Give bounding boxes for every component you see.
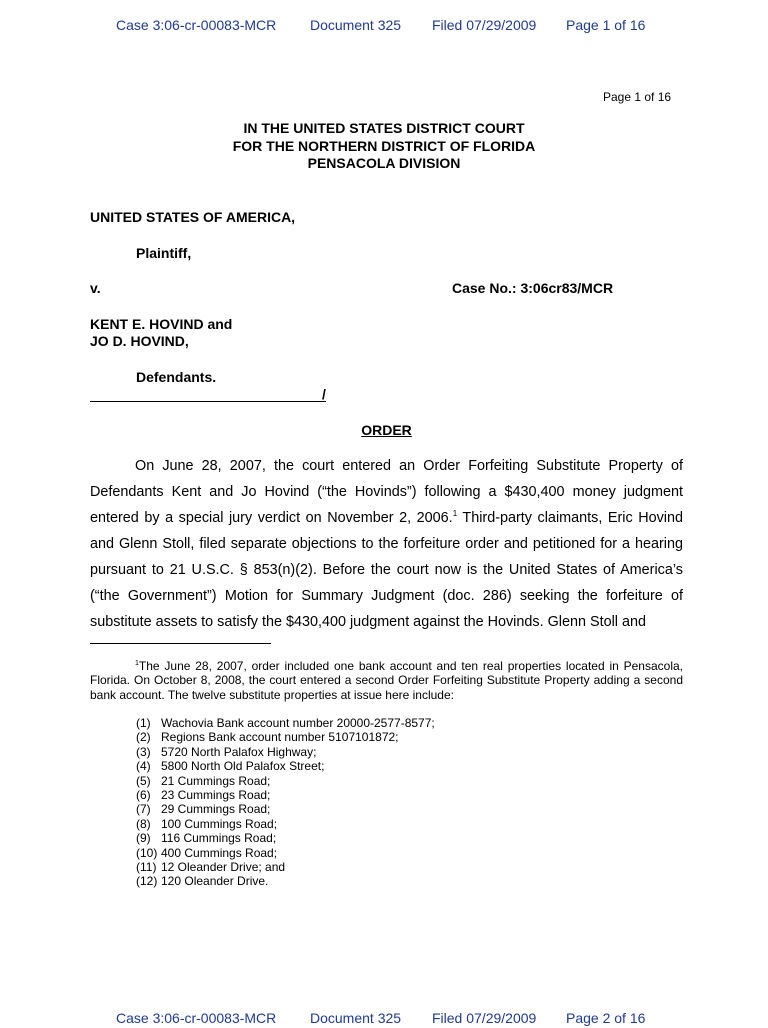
order-body-paragraph xyxy=(90,453,683,635)
list-item-number: (7) xyxy=(136,802,151,817)
plaintiff-role: Plaintiff, xyxy=(136,245,192,261)
list-item-text: 5800 North Old Palafox Street; xyxy=(161,759,325,774)
list-item-number: (10) xyxy=(136,845,158,860)
substitute-property-list xyxy=(136,716,435,889)
list-item xyxy=(136,774,435,788)
list-item xyxy=(136,860,435,874)
list-item xyxy=(136,874,435,888)
list-item-number: (9) xyxy=(136,831,151,846)
list-item xyxy=(136,759,435,773)
list-item-text: 5720 North Palafox Highway; xyxy=(161,744,317,759)
list-item-text: 23 Cummings Road; xyxy=(161,788,271,803)
footnote-paragraph xyxy=(90,659,683,702)
list-item-number: (8) xyxy=(136,816,151,831)
list-item xyxy=(136,745,435,759)
footer-filing-stamp xyxy=(0,1010,768,1028)
stamp-case-number: Case 3:06-cr-00083-MCR xyxy=(116,17,277,33)
list-item-text: 116 Cummings Road; xyxy=(161,831,277,846)
stamp-document-number: Document 325 xyxy=(310,17,402,33)
list-item-number: (4) xyxy=(136,759,151,774)
caption-rule xyxy=(90,401,326,402)
list-item-number: (2) xyxy=(136,730,151,745)
stamp-filed-date: Filed 07/29/2009 xyxy=(432,17,537,33)
defendant-name-2: JO D. HOVIND, xyxy=(90,333,189,349)
list-item-text: 12 Oleander Drive; and xyxy=(161,860,286,875)
stamp-case-number: Case 3:06-cr-00083-MCR xyxy=(116,1010,277,1026)
list-item-text: 21 Cummings Road; xyxy=(161,773,271,788)
list-item-text: 400 Cummings Road; xyxy=(161,845,278,860)
body-text-part-1: On June 28, 2007, the court entered an Order Forfeiting Substitute Property of Defendants Kent and Jo Hovind (“the Hovinds”) following a $430,400 money judgment entered by a special jury verdict on November 2, 2006. xyxy=(90,458,683,526)
list-item-text: Regions Bank account number 5107101872; xyxy=(161,730,399,745)
footnote-mark: 1 xyxy=(135,660,139,667)
court-line-3: PENSACOLA DIVISION xyxy=(307,155,461,171)
footnote-text: The June 28, 2007, order included one bank account and ten real properties located in Pensacola, Florida. On October 8, 2008, the court entered a second Order Forfeiting Substitute Property adding a second bank account. The twelve substitute properties at issue here include: xyxy=(90,659,683,702)
list-item-text: 120 Oleander Drive. xyxy=(161,874,269,889)
list-item-text: 100 Cummings Road; xyxy=(161,816,278,831)
list-item xyxy=(136,730,435,744)
case-number: Case No.: 3:06cr83/MCR xyxy=(452,280,614,296)
list-item xyxy=(136,846,435,860)
list-item-number: (1) xyxy=(136,716,151,730)
defendant-name-1: KENT E. HOVIND and xyxy=(90,316,233,332)
list-item xyxy=(136,716,435,730)
list-item xyxy=(136,817,435,831)
list-item-text: 29 Cummings Road; xyxy=(161,802,271,817)
footnote-reference: 1 xyxy=(452,509,458,518)
list-item-number: (11) xyxy=(136,860,157,875)
body-text-part-2: Third-party claimants, Eric Hovind and Glenn Stoll, filed separate objections to the forfeiture order and petitioned for a hearing pursuant to 21 U.S.C. § 853(n)(2). Before the court now is the United States of America’s (“the Government”) Motion for Summary Judgment (doc. 286) seeking the forfeiture of substitute assets to satisfy the $430,400 judgment against the Hovinds. Glenn Stoll and xyxy=(90,510,683,630)
court-line-1: IN THE UNITED STATES DISTRICT COURT xyxy=(243,120,525,136)
stamp-page-number: Page 2 of 16 xyxy=(566,1010,646,1026)
list-item-number: (5) xyxy=(136,773,151,788)
plaintiff-name: UNITED STATES OF AMERICA, xyxy=(90,209,296,225)
list-item-number: (6) xyxy=(136,788,151,803)
header-filing-stamp xyxy=(0,17,768,35)
court-line-2: FOR THE NORTHERN DISTRICT OF FLORIDA xyxy=(232,137,536,154)
stamp-filed-date: Filed 07/29/2009 xyxy=(432,1010,537,1026)
court-heading xyxy=(0,120,768,173)
versus: v. xyxy=(90,280,101,296)
list-item-number: (3) xyxy=(136,744,151,759)
list-item-number: (12) xyxy=(136,874,158,889)
defendant-role: Defendants. xyxy=(136,369,217,385)
footnote-rule xyxy=(90,643,271,644)
stamp-page-number: Page 1 of 16 xyxy=(566,17,646,33)
caption-slash: / xyxy=(322,386,326,402)
page-of-label: Page 1 of 16 xyxy=(603,90,672,104)
stamp-document-number: Document 325 xyxy=(310,1010,402,1026)
order-title: ORDER xyxy=(361,422,412,438)
list-item xyxy=(136,831,435,845)
list-item xyxy=(136,802,435,816)
list-item-text: Wachovia Bank account number 20000-2577-8577; xyxy=(161,716,435,730)
list-item xyxy=(136,788,435,802)
